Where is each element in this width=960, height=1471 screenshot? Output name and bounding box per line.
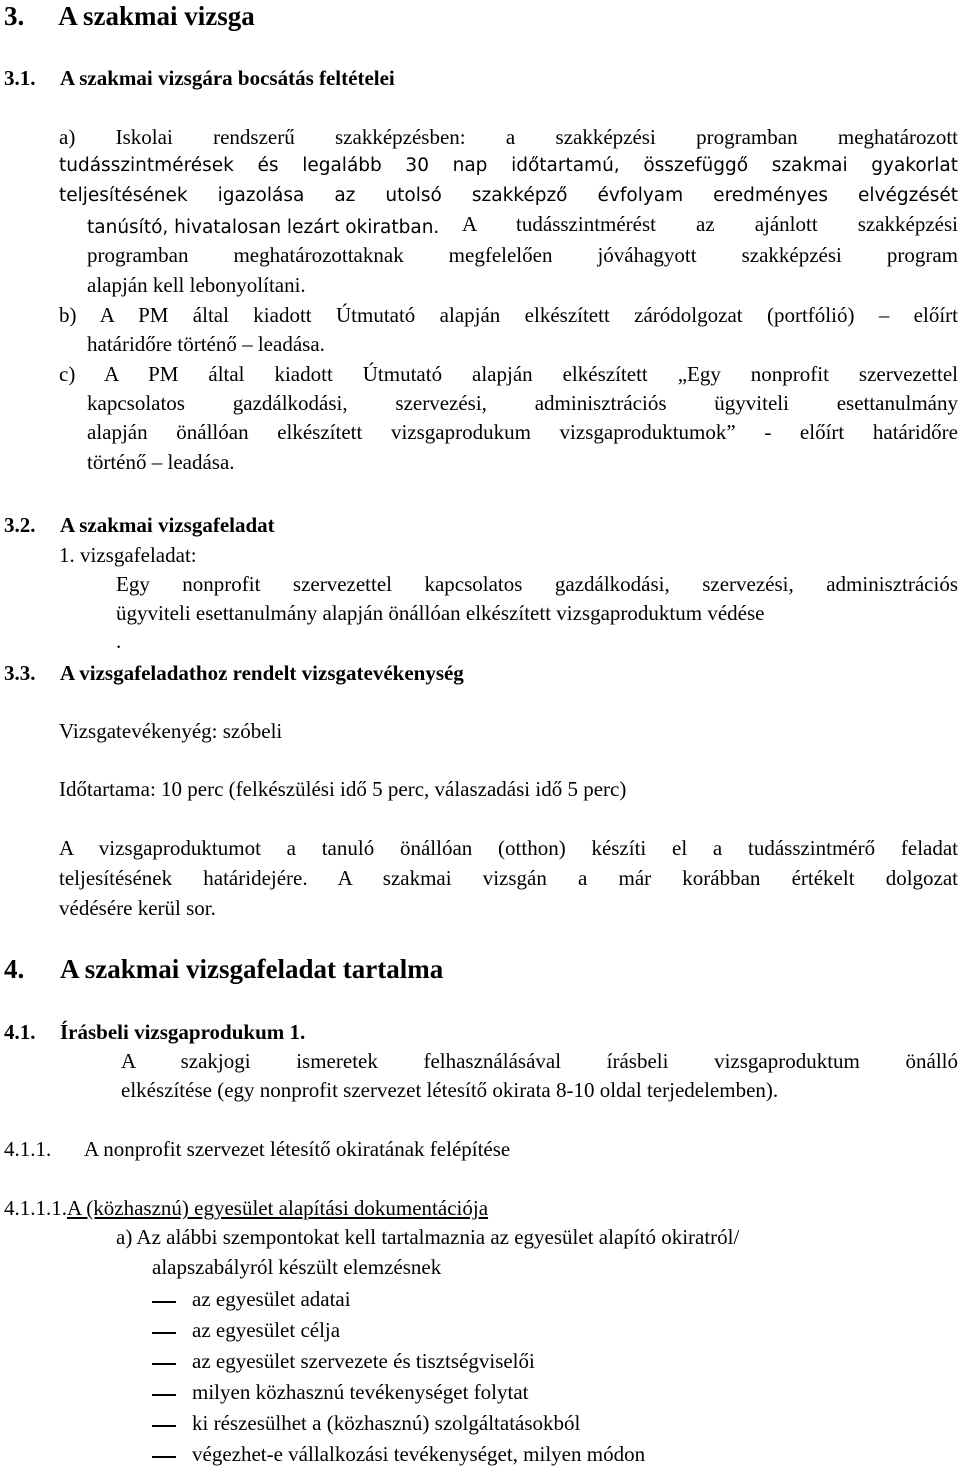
section-title: A szakmai vizsgafeladat tartalma (60, 954, 444, 984)
dash-marker (152, 1301, 176, 1303)
item-a-line-4 (87, 216, 439, 238)
section-heading-3-2 (4, 515, 275, 536)
list-item: végezhet-e vállalkozási tevékenységet, milyen módon (192, 1442, 646, 1466)
item-c-line-4: történő – leadása. (87, 450, 235, 474)
section-heading-3-3 (4, 663, 464, 684)
section-number: 4.1.1.1. (4, 1196, 67, 1220)
section-number: 4.1.1. (4, 1137, 52, 1161)
section-heading-3-1 (4, 68, 395, 89)
exam-activity: Vizsgatevékenyég: szóbeli (59, 719, 283, 743)
dash-marker (152, 1332, 176, 1334)
section-number: 3. (4, 1, 25, 31)
item-a2-line-2: alapszabályról készült elemzésnek (152, 1255, 442, 1279)
list-item: milyen közhasznú tevékenységet folytat (192, 1380, 529, 1404)
item-a-line-6: alapján kell lebonyolítani. (87, 273, 306, 297)
written-line-2: elkészítése (egy nonprofit szervezet létesítő okirata 8-10 oldal terjedelemben). (121, 1078, 779, 1102)
item-c-line-3: alapján önállóan elkészített vizsgaprodukum vizsgaproduktumok” - előírt határidőre (87, 420, 958, 444)
list-item: ki részesülhet a (közhasznú) szolgáltatásokból (192, 1411, 581, 1435)
task-line-1: Egy nonprofit szervezettel kapcsolatos gazdálkodási, szervezési, adminisztrációs (116, 572, 958, 596)
task-line-2: ügyviteli esettanulmány alapján önállóan elkészített vizsgaproduktum védése (116, 601, 765, 625)
section-number: 4.1. (4, 1020, 36, 1044)
section-title: A (közhasznú) egyesület alapítási dokumentációja (67, 1196, 489, 1220)
section-title: A szakmai vizsgafeladat (60, 513, 275, 537)
item-c-line-1: c) A PM által kiadott Útmutató alapján elkészített „Egy nonprofit szervezettel (59, 362, 958, 386)
item-b-line-2: határidőre történő – leadása. (87, 332, 325, 356)
section-number: 3.3. (4, 661, 36, 685)
product-line-1: A vizsgaproduktumot a tanuló önállóan (otthon) készíti el a tudásszintmérő feladat (59, 836, 958, 860)
item-a-line-3: teljesítésének igazolása az utolsó szakképző évfolyam eredményes elvégzését (59, 185, 958, 206)
section-title: A szakmai vizsgára bocsátás feltételei (60, 66, 395, 90)
item-b-line-1: b) A PM által kiadott Útmutató alapján elkészített záródolgozat (portfólió) – előírt (59, 303, 958, 327)
dash-marker (152, 1456, 176, 1458)
section-number: 4. (4, 954, 25, 984)
section-title: A vizsgafeladathoz rendelt vizsgatevékenység (60, 661, 464, 685)
product-line-2: teljesítésének határidejére. A szakmai vizsgán a már korábban értékelt dolgozat (59, 866, 958, 890)
list-item: az egyesület célja (192, 1318, 341, 1342)
section-number: 3.2. (4, 513, 36, 537)
task-line-3: . (116, 629, 122, 653)
item-a-line-1: a) Iskolai rendszerű szakképzésben: a szakképzési programban meghatározott (59, 125, 958, 149)
section-heading-4 (4, 956, 443, 983)
section-title: A nonprofit szervezet létesítő okiratának felépítése (84, 1137, 511, 1161)
item-a-line-2: tudásszintmérések és legalább 30 nap időtartamú, összefüggő szakmai gyakorlat (59, 155, 958, 176)
item-c-line-2: kapcsolatos gazdálkodási, szervezési, adminisztrációs ügyviteli esettanulmány (87, 391, 958, 415)
item-a-line-4b: A tudásszintmérést az ajánlott szakképzési (462, 212, 958, 236)
section-heading-4-1-1 (4, 1139, 510, 1160)
dash-marker (152, 1363, 176, 1365)
section-heading-3 (4, 3, 255, 30)
item-a-line-4a: tanúsító, hivatalosan lezárt okiratban. (87, 217, 440, 238)
dash-marker (152, 1394, 176, 1396)
list-item: az egyesület adatai (192, 1287, 351, 1311)
section-title: Írásbeli vizsgaprodukum 1. (60, 1020, 306, 1044)
written-line-1: A szakjogi ismeretek felhasználásával írásbeli vizsgaproduktum önálló (121, 1049, 958, 1073)
item-a2-line-1: a) Az alábbi szempontokat kell tartalmaznia az egyesület alapító okiratról/ (116, 1225, 740, 1249)
section-heading-4-1-1-1 (4, 1198, 488, 1219)
exam-duration: Időtartama: 10 perc (felkészülési idő 5 perc, válaszadási idő 5 perc) (59, 777, 627, 801)
section-heading-4-1 (4, 1022, 305, 1043)
list-item: az egyesület szervezete és tisztségviselői (192, 1349, 535, 1373)
section-number: 3.1. (4, 66, 36, 90)
item-a-line-5: programban meghatározottaknak megfelelően jóváhagyott szakképzési program (87, 243, 958, 267)
product-line-3: védésére kerül sor. (59, 896, 216, 920)
section-title: A szakmai vizsga (58, 1, 255, 31)
task-label: 1. vizsgafeladat: (59, 543, 197, 567)
dash-marker (152, 1425, 176, 1427)
